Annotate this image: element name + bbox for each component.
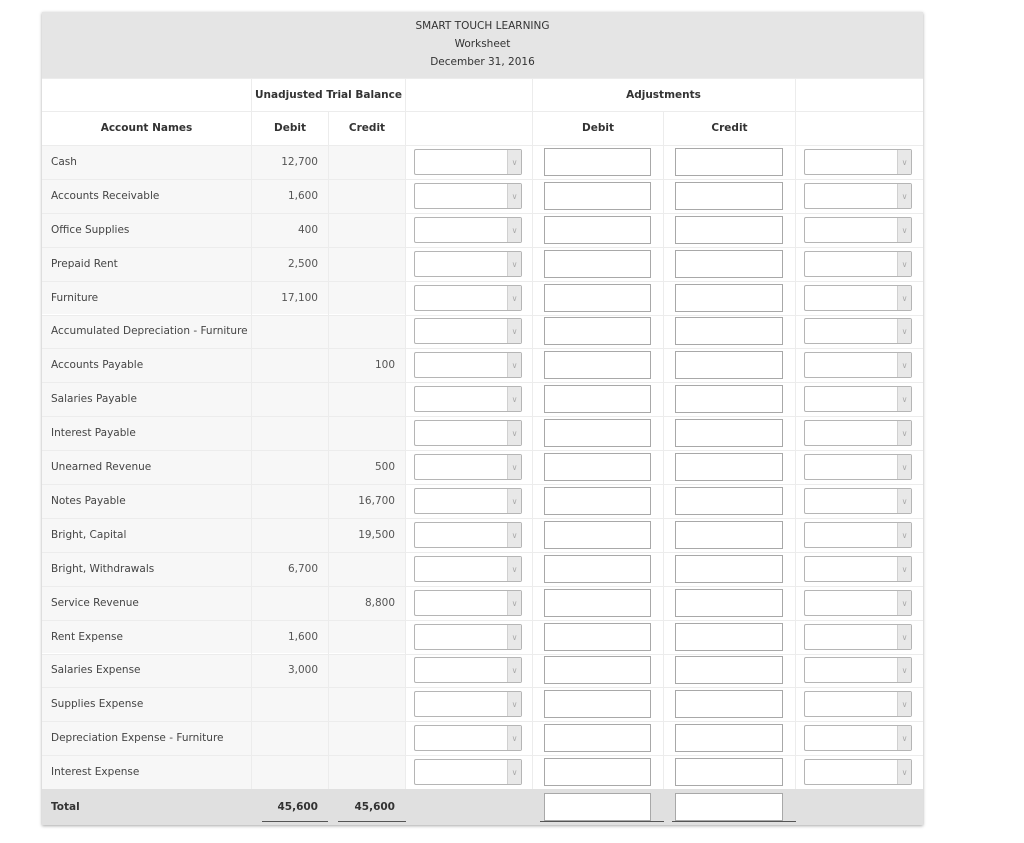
- worksheet-date: December 31, 2016: [430, 56, 535, 68]
- total-debit-underline: [262, 821, 328, 822]
- adjustment-credit-input[interactable]: [675, 419, 783, 447]
- adjustment-reference-dropdown-right[interactable]: [804, 691, 912, 717]
- utb-debit-value: 1,600: [287, 630, 318, 643]
- chevron-down-icon: ∨: [507, 692, 521, 716]
- utb-debit-value: 400: [297, 223, 318, 236]
- account-name: Interest Payable: [51, 427, 136, 440]
- adjustment-reference-dropdown[interactable]: [414, 183, 522, 209]
- adjustment-reference-dropdown-right[interactable]: [804, 318, 912, 344]
- adjustment-debit-input[interactable]: [544, 453, 651, 481]
- utb-debit-value: [252, 484, 328, 518]
- account-name: Depreciation Expense - Furniture: [51, 732, 224, 745]
- adjustment-debit-input[interactable]: [544, 521, 651, 549]
- adjustment-reference-dropdown[interactable]: [414, 420, 522, 446]
- adjustment-credit-input[interactable]: [675, 317, 783, 345]
- adjustment-credit-input[interactable]: [675, 690, 783, 718]
- chevron-down-icon: ∨: [897, 625, 911, 649]
- account-name: Accounts Payable: [51, 359, 144, 372]
- account-name: Office Supplies: [51, 223, 130, 236]
- chevron-down-icon: ∨: [507, 252, 521, 276]
- adjustment-debit-input[interactable]: [544, 419, 651, 447]
- adjustment-reference-dropdown-right[interactable]: [804, 285, 912, 311]
- adjustment-debit-input[interactable]: [544, 182, 651, 210]
- chevron-down-icon: ∨: [897, 286, 911, 310]
- chevron-down-icon: ∨: [897, 692, 911, 716]
- chevron-down-icon: ∨: [897, 353, 911, 377]
- utb-credit-value: [329, 721, 405, 755]
- chevron-down-icon: ∨: [507, 523, 521, 547]
- adj-debit-header: Debit: [582, 122, 614, 134]
- unadjusted-trial-balance-header: Unadjusted Trial Balance: [255, 88, 402, 101]
- account-name: Furniture: [51, 291, 99, 304]
- adjustment-reference-dropdown-right[interactable]: [804, 420, 912, 446]
- account-name: Prepaid Rent: [51, 257, 118, 270]
- company-name: SMART TOUCH LEARNING: [415, 20, 550, 32]
- grid-line: [795, 78, 796, 789]
- total-credit: 45,600: [354, 801, 395, 814]
- chevron-down-icon: ∨: [507, 218, 521, 242]
- adjustment-credit-input[interactable]: [675, 182, 783, 210]
- account-name: Service Revenue: [51, 596, 139, 609]
- chevron-down-icon: ∨: [897, 150, 911, 174]
- chevron-down-icon: ∨: [897, 557, 911, 581]
- adjustment-debit-input[interactable]: [544, 656, 651, 684]
- adjustment-credit-input[interactable]: [675, 521, 783, 549]
- utb-credit-value: [329, 416, 405, 450]
- chevron-down-icon: ∨: [507, 353, 521, 377]
- adjustment-credit-input[interactable]: [675, 758, 783, 786]
- utb-credit-value: [329, 281, 405, 315]
- chevron-down-icon: ∨: [897, 489, 911, 513]
- chevron-down-icon: ∨: [507, 726, 521, 750]
- adjustment-reference-dropdown-right[interactable]: [804, 522, 912, 548]
- adjustment-reference-dropdown[interactable]: [414, 691, 522, 717]
- adjustment-reference-dropdown-right[interactable]: [804, 759, 912, 785]
- chevron-down-icon: ∨: [897, 455, 911, 479]
- adjustment-debit-input[interactable]: [544, 623, 651, 651]
- account-name: Unearned Revenue: [51, 461, 152, 474]
- chevron-down-icon: ∨: [507, 760, 521, 784]
- adjustment-credit-input[interactable]: [675, 216, 783, 244]
- account-name: Notes Payable: [51, 494, 126, 507]
- adjustment-credit-input[interactable]: [675, 555, 783, 583]
- adjustment-debit-input[interactable]: [544, 385, 651, 413]
- utb-debit-header: Debit: [274, 122, 306, 134]
- utb-debit-value: [252, 382, 328, 416]
- adjustment-debit-input[interactable]: [544, 216, 651, 244]
- utb-credit-value: [329, 620, 405, 654]
- account-name: Cash: [51, 155, 77, 168]
- adjustment-reference-dropdown[interactable]: [414, 624, 522, 650]
- chevron-down-icon: ∨: [897, 387, 911, 411]
- adjustment-debit-input[interactable]: [544, 690, 651, 718]
- worksheet-header: [42, 12, 923, 78]
- account-name: Salaries Payable: [51, 393, 137, 406]
- utb-credit-value: [329, 247, 405, 281]
- adjustment-reference-dropdown-right[interactable]: [804, 183, 912, 209]
- adjustment-reference-dropdown-right[interactable]: [804, 149, 912, 175]
- utb-credit-value: [329, 213, 405, 247]
- utb-debit-value: [252, 721, 328, 755]
- utb-credit-value: 19,500: [358, 528, 395, 541]
- adjustment-reference-dropdown[interactable]: [414, 590, 522, 616]
- account-name: Interest Expense: [51, 766, 140, 779]
- account-name: Accumulated Depreciation - Furniture: [51, 325, 248, 338]
- chevron-down-icon: ∨: [897, 726, 911, 750]
- chevron-down-icon: ∨: [897, 523, 911, 547]
- utb-debit-value: [252, 416, 328, 450]
- adjustment-debit-input[interactable]: [544, 589, 651, 617]
- chevron-down-icon: ∨: [507, 387, 521, 411]
- adjustment-debit-input[interactable]: [544, 758, 651, 786]
- chevron-down-icon: ∨: [897, 319, 911, 343]
- adjustment-reference-dropdown-right[interactable]: [804, 590, 912, 616]
- chevron-down-icon: ∨: [507, 286, 521, 310]
- adjustment-credit-input[interactable]: [675, 656, 783, 684]
- adjustment-reference-dropdown-right[interactable]: [804, 454, 912, 480]
- chevron-down-icon: ∨: [897, 658, 911, 682]
- total-credit-underline: [338, 821, 406, 822]
- adjustment-credit-input[interactable]: [675, 351, 783, 379]
- utb-debit-value: [252, 450, 328, 484]
- chevron-down-icon: ∨: [507, 489, 521, 513]
- adjustment-reference-dropdown[interactable]: [414, 522, 522, 548]
- utb-credit-header: Credit: [348, 122, 386, 134]
- utb-credit-value: [329, 179, 405, 213]
- account-name: Bright, Capital: [51, 528, 127, 541]
- utb-credit-value: [329, 654, 405, 688]
- adjustment-debit-input[interactable]: [544, 724, 651, 752]
- adjustment-debit-input[interactable]: [544, 284, 651, 312]
- adjustments-header: Adjustments: [626, 88, 701, 101]
- utb-debit-value: 1,600: [287, 189, 318, 202]
- adjustment-credit-input[interactable]: [675, 623, 783, 651]
- utb-debit-value: [252, 315, 328, 349]
- adjustment-reference-dropdown[interactable]: [414, 217, 522, 243]
- adjustment-reference-dropdown[interactable]: [414, 759, 522, 785]
- worksheet: [42, 12, 923, 825]
- utb-debit-value: [252, 755, 328, 789]
- chevron-down-icon: ∨: [507, 591, 521, 615]
- chevron-down-icon: ∨: [507, 421, 521, 445]
- adjustment-credit-input[interactable]: [675, 453, 783, 481]
- adjustment-reference-dropdown-right[interactable]: [804, 352, 912, 378]
- total-adjustment-debit-input[interactable]: [544, 793, 651, 821]
- adjustment-credit-input[interactable]: [675, 250, 783, 278]
- chevron-down-icon: ∨: [897, 421, 911, 445]
- chevron-down-icon: ∨: [897, 184, 911, 208]
- utb-credit-value: [329, 687, 405, 721]
- utb-debit-value: [252, 586, 328, 620]
- adjustment-credit-input[interactable]: [675, 148, 783, 176]
- adjustment-debit-input[interactable]: [544, 351, 651, 379]
- utb-credit-value: 8,800: [364, 596, 395, 609]
- adjustment-reference-dropdown-right[interactable]: [804, 725, 912, 751]
- adjustment-reference-dropdown-right[interactable]: [804, 217, 912, 243]
- adjustment-credit-input[interactable]: [675, 284, 783, 312]
- utb-debit-value: [252, 518, 328, 552]
- adjustment-reference-dropdown-right[interactable]: [804, 624, 912, 650]
- chevron-down-icon: ∨: [507, 184, 521, 208]
- adjustment-reference-dropdown-right[interactable]: [804, 386, 912, 412]
- utb-credit-value: [329, 145, 405, 179]
- grid-line: [405, 78, 406, 789]
- adjustment-reference-dropdown-right[interactable]: [804, 251, 912, 277]
- utb-debit-value: 3,000: [287, 664, 318, 677]
- adjustment-reference-dropdown[interactable]: [414, 251, 522, 277]
- adjustment-credit-input[interactable]: [675, 589, 783, 617]
- utb-credit-value: [329, 382, 405, 416]
- utb-credit-value: 100: [374, 359, 395, 372]
- account-names-header: Account Names: [100, 122, 193, 134]
- adjustment-reference-dropdown[interactable]: [414, 454, 522, 480]
- adjustment-reference-dropdown[interactable]: [414, 488, 522, 514]
- adjustment-reference-dropdown[interactable]: [414, 149, 522, 175]
- utb-debit-value: [252, 687, 328, 721]
- adjustment-reference-dropdown[interactable]: [414, 657, 522, 683]
- adj-credit-underline: [672, 821, 796, 822]
- total-adjustment-credit-input[interactable]: [675, 793, 783, 821]
- chevron-down-icon: ∨: [507, 319, 521, 343]
- utb-credit-value: 500: [374, 461, 395, 474]
- adjustment-reference-dropdown-right[interactable]: [804, 556, 912, 582]
- utb-credit-value: [329, 552, 405, 586]
- chevron-down-icon: ∨: [507, 150, 521, 174]
- chevron-down-icon: ∨: [507, 455, 521, 479]
- adjustment-credit-input[interactable]: [675, 724, 783, 752]
- adjustment-debit-input[interactable]: [544, 317, 651, 345]
- adjustment-reference-dropdown[interactable]: [414, 386, 522, 412]
- utb-credit-value: [329, 315, 405, 349]
- worksheet-title: Worksheet: [454, 38, 511, 50]
- account-name: Salaries Expense: [51, 664, 141, 677]
- total-debit: 45,600: [277, 801, 318, 814]
- adjustment-debit-input[interactable]: [544, 487, 651, 515]
- grid-line: [532, 78, 533, 789]
- chevron-down-icon: ∨: [507, 625, 521, 649]
- chevron-down-icon: ∨: [507, 658, 521, 682]
- adjustment-debit-input[interactable]: [544, 148, 651, 176]
- utb-credit-value: [329, 755, 405, 789]
- chevron-down-icon: ∨: [897, 760, 911, 784]
- chevron-down-icon: ∨: [897, 591, 911, 615]
- account-name: Rent Expense: [51, 630, 123, 643]
- adjustment-reference-dropdown[interactable]: [414, 318, 522, 344]
- chevron-down-icon: ∨: [897, 218, 911, 242]
- chevron-down-icon: ∨: [507, 557, 521, 581]
- adjustment-credit-input[interactable]: [675, 385, 783, 413]
- adjustment-reference-dropdown-right[interactable]: [804, 657, 912, 683]
- account-name: Accounts Receivable: [51, 189, 160, 202]
- adjustment-reference-dropdown[interactable]: [414, 556, 522, 582]
- utb-debit-value: [252, 348, 328, 382]
- adjustment-reference-dropdown[interactable]: [414, 725, 522, 751]
- total-label: Total: [51, 801, 80, 814]
- adjustment-debit-input[interactable]: [544, 250, 651, 278]
- adjustment-reference-dropdown[interactable]: [414, 285, 522, 311]
- utb-debit-value: 6,700: [287, 562, 318, 575]
- utb-debit-value: 2,500: [287, 257, 318, 270]
- utb-debit-value: 17,100: [281, 291, 318, 304]
- utb-credit-value: 16,700: [358, 494, 395, 507]
- account-name: Bright, Withdrawals: [51, 562, 155, 575]
- adj-debit-underline: [540, 821, 664, 822]
- adjustment-reference-dropdown-right[interactable]: [804, 488, 912, 514]
- adj-credit-header: Credit: [711, 122, 748, 134]
- adjustment-credit-input[interactable]: [675, 487, 783, 515]
- utb-debit-value: 12,700: [281, 155, 318, 168]
- account-name: Supplies Expense: [51, 698, 144, 711]
- adjustment-debit-input[interactable]: [544, 555, 651, 583]
- chevron-down-icon: ∨: [897, 252, 911, 276]
- grid-line: [663, 111, 664, 789]
- adjustment-reference-dropdown[interactable]: [414, 352, 522, 378]
